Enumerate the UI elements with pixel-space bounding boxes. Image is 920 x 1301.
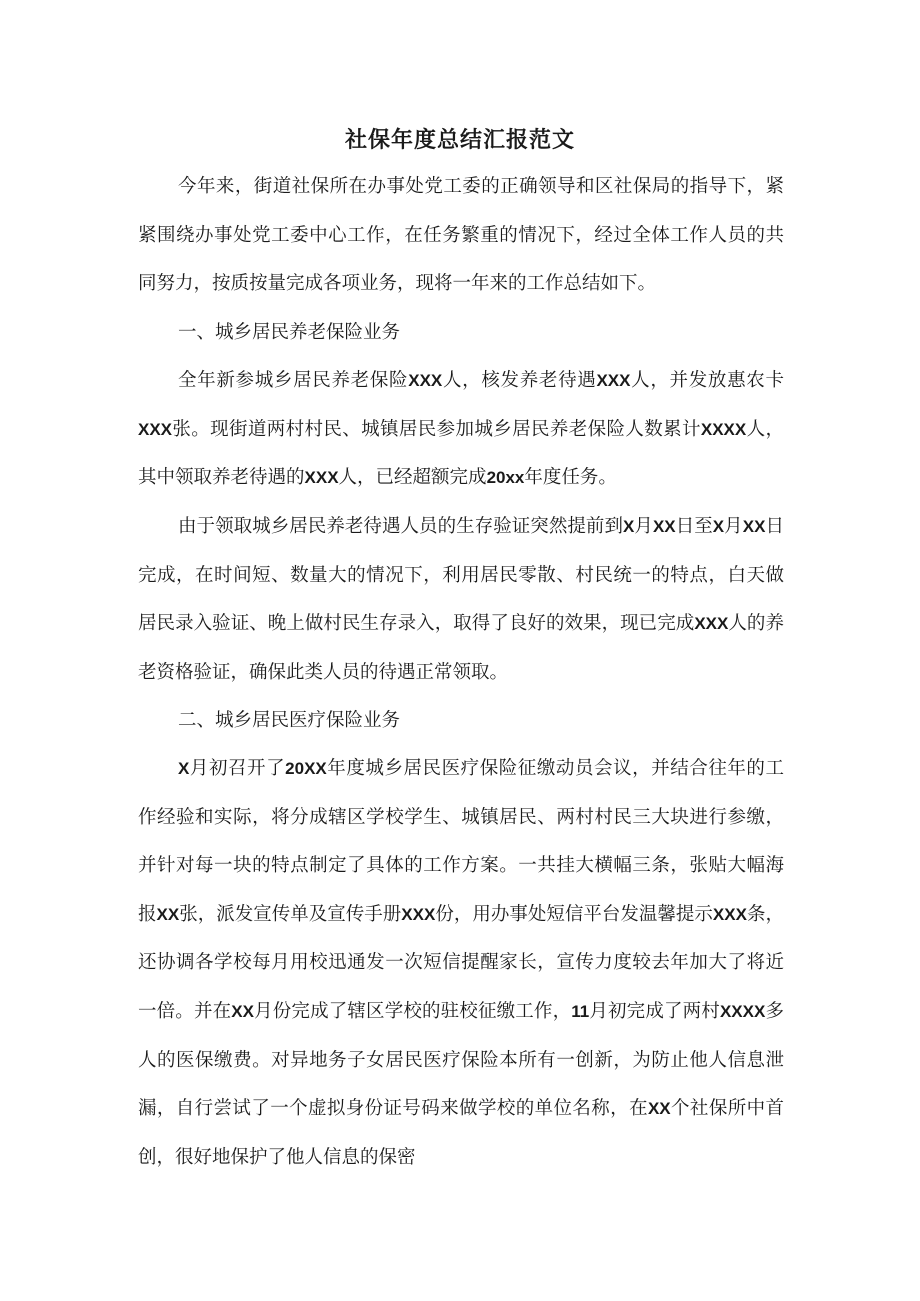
placeholder-value: XX [156,904,180,924]
pension-stats-paragraph: 全年新参城乡居民养老保险XXX人，核发养老待遇XXX人，并发放惠农卡XXX张。现街道两村村民、城镇居民参加城乡居民养老保险人数累计XXXX人，其中领取养老待遇的XXX人，已经超额完成20xx年度任务。 [138,370,784,489]
placeholder-value: XXXX [700,419,747,439]
placeholder-value: X [712,517,725,536]
placeholder-value: XXX [408,371,443,390]
intro-paragraph: 今年来，街道社保所在办事处党工委的正确领导和区社保局的指导下，紧紧围绕办事处党工委中心工作，在任务繁重的情况下，经过全体工作人员的共同努力，按质按量完成各项业务，现将一年来的工作总结如下。 [138,176,784,295]
placeholder-value: X [623,517,635,536]
placeholder-value: XXX [304,468,339,488]
placeholder-value: XX [647,1099,671,1119]
placeholder-value: 20xx [486,468,525,488]
section-heading-pension: 一、城乡居民养老保险业务 [178,322,401,343]
placeholder-value: XX [742,517,766,536]
pension-verification-paragraph: 由于领取城乡居民养老待遇人员的生存验证突然提前到X月XX日至X月XX日完成，在时间短、数量大的情况下，利用居民零散、村民统一的特点，白天做居民录入验证、晚上做村民生存录入，取得了良好的效果，现已完成XXX人的养老资格验证，确保此类人员的待遇正常领取。 [138,516,784,683]
document-title: 社保年度总结汇报范文 [344,127,575,153]
placeholder-value: XXX [694,614,729,634]
placeholder-value: XXX [596,371,631,390]
placeholder-value: XXX [138,419,173,439]
placeholder-value: 11 [571,1001,590,1021]
placeholder-value: X [178,759,190,778]
placeholder-value: XXX [712,904,747,924]
placeholder-value: XX [652,517,676,536]
medical-insurance-paragraph: X月初召开了20XX年度城乡居民医疗保险征缴动员会议，并结合往年的工作经验和实际，将分成辖区学校学生、城镇居民、两村村民三大块进行参缴，并针对每一块的特点制定了具体的工作方案。一共挂大横幅三条，张贴大幅海报XX张，派发宣传单及宣传手册XXX份，用办事处短信平台发温馨提示XXX条，还协调各学校每月用校迅通发一次短信提醒家长，宣传力度较去年加大了将近一倍。并在XX月份完成了辖区学校的驻校征缴工作，11月初完成了两村XXXX多人的医保缴费。对异地务子女居民医疗保险本所有一创新，为防止他人信息泄漏，自行尝试了一个虚拟身份证号码来做学校的单位名称，在XX个社保所中首创，很好地保护了他人信息的保密 [138,758,784,1168]
placeholder-value: 20XX [285,759,327,778]
placeholder-value: XX [231,1001,254,1021]
section-heading-medical: 二、城乡居民医疗保险业务 [178,710,401,731]
placeholder-value: XXX [401,904,436,924]
placeholder-value: XXXX [719,1001,766,1021]
